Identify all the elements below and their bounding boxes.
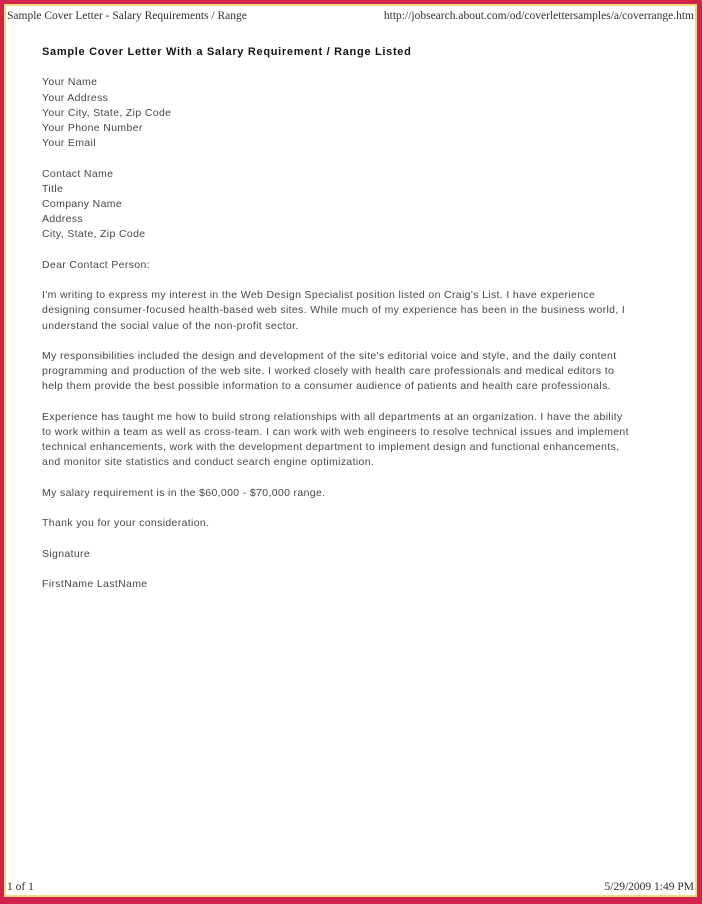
paragraph-experience — [42, 410, 685, 471]
header-document-title: Sample Cover Letter - Salary Requirements / Range — [7, 10, 247, 22]
signature-placeholder — [42, 547, 685, 562]
text-line: Your Phone Number — [42, 122, 143, 134]
salary-requirement-line: My salary requirement is in the $60,000 - $70,000 range. — [42, 486, 326, 499]
text-line: help them provide the best possible information to a consumer audience of patients and health care professionals. — [42, 380, 611, 393]
print-header — [7, 10, 694, 22]
salary-requirement — [42, 486, 685, 501]
footer-page-number: 1 of 1 — [7, 881, 34, 893]
text-line: to work within a team as well as cross-team. I can work with web engineers to resolve technical issues and implement — [42, 425, 629, 438]
text-line: designing consumer-focused health-based web sites. While much of my experience has been in the business world, I — [42, 304, 626, 317]
text-line: Address — [42, 213, 83, 226]
closing — [42, 516, 685, 531]
letter-title: Sample Cover Letter With a Salary Requirement / Range Listed — [42, 46, 412, 58]
text-line: Your Address — [42, 91, 109, 104]
text-line: Experience has taught me how to build strong relationships with all departments at an organization. I have the ability — [42, 410, 623, 423]
paragraph-responsibilities — [42, 349, 685, 395]
footer-timestamp: 5/29/2009 1:49 PM — [604, 881, 694, 893]
sender-address-block — [42, 75, 685, 151]
text-line: Your Name — [42, 76, 98, 89]
text-line: Your City, State, Zip Code — [42, 106, 172, 119]
recipient-address-block — [42, 167, 685, 243]
signed-name-line: FirstName LastName — [42, 577, 148, 590]
text-line: understand the social value of the non-profit sector. — [42, 319, 299, 332]
text-line: and monitor site statistics and conduct search engine optimization. — [42, 456, 375, 469]
text-line: Contact Name — [42, 167, 114, 180]
closing-line: Thank you for your consideration. — [42, 517, 210, 530]
text-line: Title — [42, 182, 64, 195]
header-source-url: http://jobsearch.about.com/od/coverlettersamples/a/coverrange.htm — [383, 10, 694, 22]
text-line: City, State, Zip Code — [42, 228, 146, 241]
print-footer — [7, 881, 694, 893]
text-line: technical enhancements, work with the development department to implement design and functional enhancements, — [42, 441, 620, 454]
salutation — [42, 258, 685, 273]
salutation-line: Dear Contact Person: — [42, 258, 150, 271]
paragraph-intro — [42, 288, 685, 334]
text-line: I'm writing to express my interest in the Web Design Specialist position listed on Craig's List. I have experience — [42, 289, 596, 302]
cover-letter — [42, 45, 685, 607]
text-line: My responsibilities included the design and development of the site's editorial voice and style, and the daily content — [42, 349, 617, 362]
text-line: programming and production of the web site. I worked closely with health care professionals and medical editors to — [42, 365, 615, 378]
text-line: Company Name — [42, 198, 123, 210]
text-line: Your Email — [42, 137, 96, 150]
signed-name — [42, 577, 685, 592]
signature-line: Signature — [42, 547, 91, 560]
